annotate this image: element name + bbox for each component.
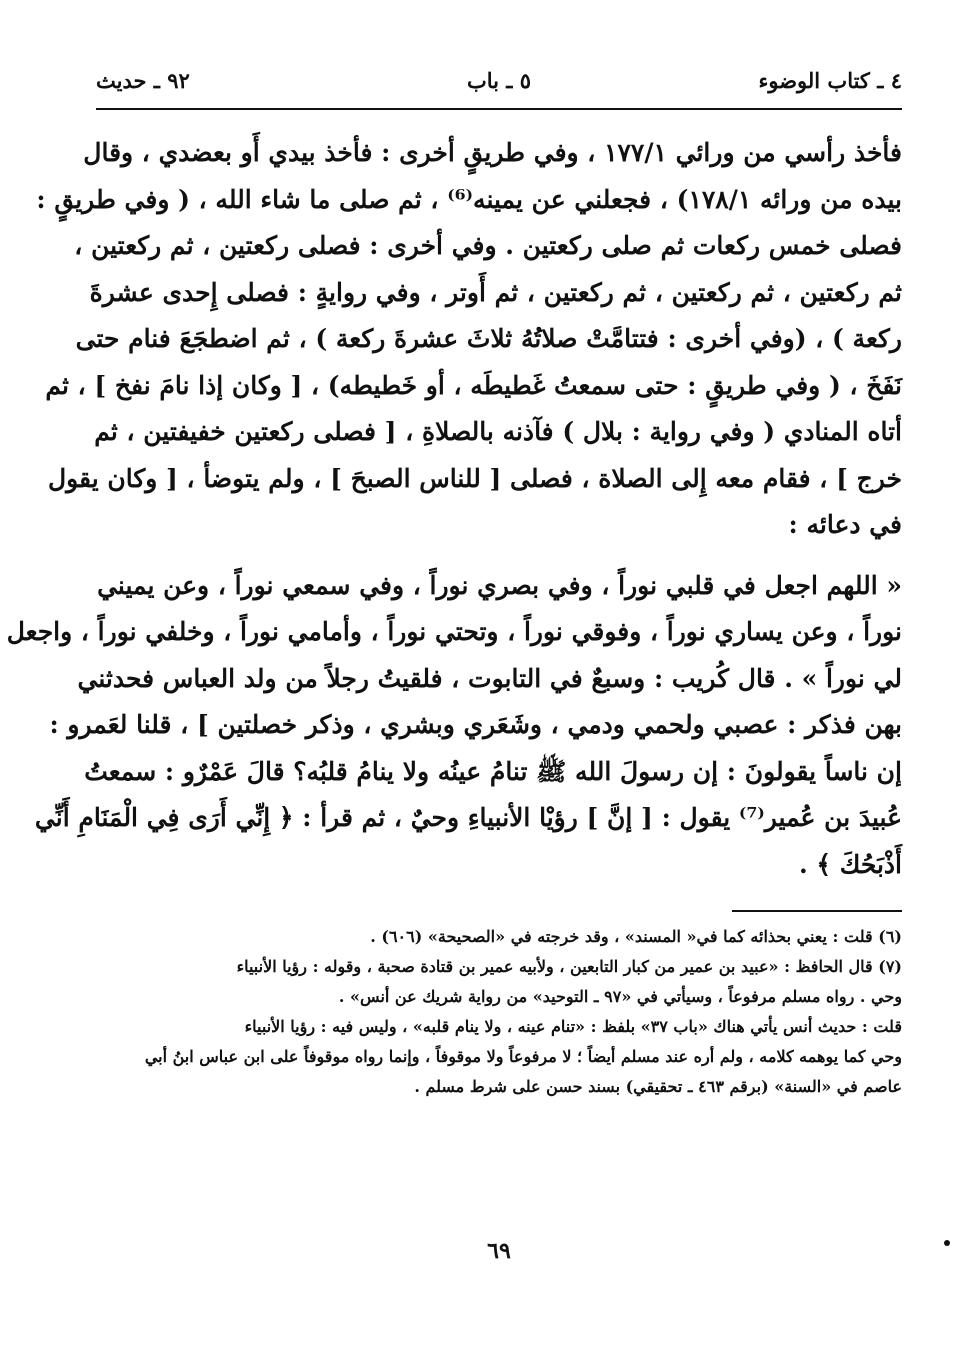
text-line: في دعائه : [788, 510, 902, 539]
footnotes [96, 922, 902, 1102]
text-line: نَفَخَ ، ( وفي طريقٍ : حتى سمعتُ غَطيطَه ، أو خَطيطه) ، [ وكان إذا نامَ نفخ ] ، ثم [45, 370, 902, 400]
paragraph-2 [6, 563, 902, 889]
header-chapter: ٥ ـ باب [466, 68, 532, 93]
footnote-line: وحي كما يوهمه كلامه ، ولم أره عند مسلم أيضاً ؛ لا مرفوعاً ولا موقوفاً ، وإنما رواه موقوفاً على ابن عباس ابنُ أبي [144, 1047, 902, 1066]
text-line: فصلى خمس ركعات ثم صلى ركعتين . وفي أخرى : فصلى ركعتين ، ثم ركعتين ، [74, 231, 902, 260]
paragraph-1 [36, 130, 902, 549]
text-line: إن ناساً يقولونَ : إن رسولَ الله ﷺ تنامُ عينُه ولا ينامُ قلبُه؟ قالَ عَمْرٌو : سمعتُ [84, 756, 902, 786]
page-number: ٦٩ [487, 1238, 511, 1264]
text-line: خرج ] ، فقام معه إِلى الصلاة ، فصلى [ للناس الصبحَ ] ، ولم يتوضأ ، [ وكان يقول [47, 463, 902, 493]
text-line: ركعة ) ، (وفي أخرى : فتتامَّتْ صلاتُهُ ثلاثَ عشرةَ ركعة ) ، ثم اضطجَعَ فنام حتى [75, 324, 902, 353]
text-line: ثم ركعتين ، ثم ركعتين ، ثم ركعتين ، ثم أَوتر ، وفي روايةٍ : فصلى إِحدى عشرةَ [89, 277, 902, 307]
footnote-line: (٦) قلت : يعني بحذائه كما في« المسند» ، وقد خرجته في «الصحيحة» (٦٠٦) . [370, 927, 902, 946]
text-line: « اللهم اجعل في قلبي نوراً ، وفي بصري نوراً ، وفي سمعي نوراً ، وعن يميني [97, 570, 902, 600]
main-text [6, 130, 902, 888]
header-rule [96, 108, 902, 110]
running-header [96, 60, 902, 102]
text-line: فأخذ رأسي من ورائي ١٧٧/١ ، وفي طريقٍ أخرى : فأخذ بيدي أَو بعضدي ، وقال [83, 138, 902, 167]
text-line: بهن فذكر : عصبي ولحمي ودمي ، وشَعَري وبشري ، وذكر خصلتين ] ، قلنا لعَمرو : [49, 710, 902, 739]
footnote-rule [732, 910, 902, 912]
footnote-line: (٧) قال الحافظ : «عبيد بن عمير من كبار التابعين ، ولأبيه عمير بن قتادة صحبة ، وقوله : رؤيا الأنبياء [236, 957, 902, 976]
text-line: أتاه المنادي ( وفي رواية : بلال ) فآذنه بالصلاةِ ، [ فصلى ركعتين خفيفتين ، ثم [94, 417, 902, 446]
text-line: بيده من ورائه ١٧٨/١) ، فجعلني عن يمينه⁽⁶⁾ ، ثم صلى ما شاء الله ، ( وفي طريقٍ : [36, 184, 902, 214]
footnote-line: وحي . رواه مسلم مرفوعاً ، وسيأتي في «٩٧ ـ التوحيد» من رواية شريك عن أنس» . [338, 987, 902, 1006]
header-book-title: ٤ ـ كتاب الوضوء [758, 68, 902, 93]
text-line: عُبيدَ بن عُمير⁽⁷⁾ يقول : [ إنَّ ] رؤيْا الأنبياءِ وحيٌ ، ثم قرأ : ﴿ إِنِّي أَرَى فِي الْمَنَامِ أَنِّي [34, 803, 902, 832]
footnote-line: قلت : حديث أنس يأتي هناك «باب ٣٧» بلفظ : «تنام عينه ، ولا ينام قلبه» ، وليس فيه : رؤيا الأنبياء [244, 1017, 902, 1036]
header-hadith-number: ٩٢ ـ حديث [96, 68, 190, 93]
book-page [6, 60, 902, 1320]
text-line: نوراً ، وعن يساري نوراً ، وفوقي نوراً ، وتحتي نوراً ، وأمامي نوراً ، وخلفي نوراً ، واجعل [6, 617, 902, 646]
footnote-line: عاصم في «السنة» (برقم ٤٦٣ ـ تحقيقي) بسند حسن على شرط مسلم . [414, 1077, 902, 1096]
margin-mark [944, 1240, 950, 1246]
text-line: لي نوراً » . قال كُريب : وسبعٌ في التابوت ، فلقيتُ رجلاً من ولد العباس فحدثني [77, 663, 902, 693]
text-line: أَذْبَحُكَ ﴾ . [798, 849, 902, 879]
